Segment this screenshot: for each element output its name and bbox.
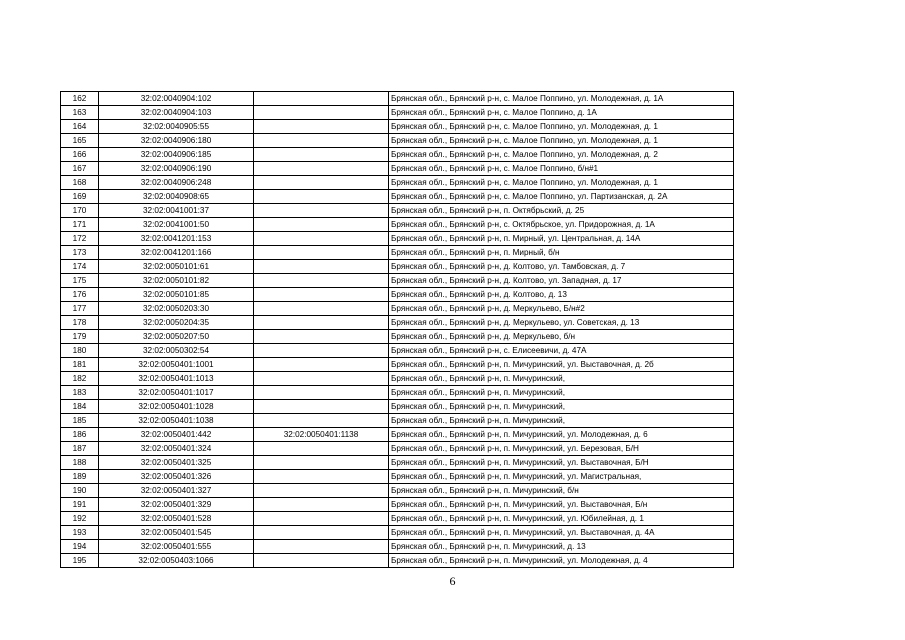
cadastral-number-cell: 32:02:0050204:35 [99,316,254,330]
table-row [61,470,734,484]
address-cell: Брянская обл., Брянский р-н, д. Меркульево, Б/н#2 [389,302,734,316]
address-cell: Брянская обл., Брянский р-н, с. Малое Поппино, ул. Молодежная, д. 2 [389,148,734,162]
previous-number-cell [254,274,389,288]
cadastral-number-cell: 32:02:0041001:50 [99,218,254,232]
address-cell: Брянская обл., Брянский р-н, п. Мичуринский, ул. Выставочная, д. 4А [389,526,734,540]
row-number-cell: 168 [61,176,99,190]
cadastral-number-cell: 32:02:0050401:1038 [99,414,254,428]
row-number-cell: 176 [61,288,99,302]
row-number-cell: 182 [61,372,99,386]
previous-number-cell [254,92,389,106]
table-row [61,204,734,218]
table-row [61,428,734,442]
cadastral-number-cell: 32:02:0050403:1066 [99,554,254,568]
table-row [61,344,734,358]
row-number-cell: 187 [61,442,99,456]
row-number-cell: 194 [61,540,99,554]
cadastral-number-cell: 32:02:0050401:327 [99,484,254,498]
table-row [61,456,734,470]
table-row [61,302,734,316]
previous-number-cell [254,106,389,120]
table-row [61,274,734,288]
row-number-cell: 192 [61,512,99,526]
row-number-cell: 164 [61,120,99,134]
address-cell: Брянская обл., Брянский р-н, п. Мирный, ул. Центральная, д. 14А [389,232,734,246]
table-row [61,386,734,400]
address-cell: Брянская обл., Брянский р-н, п. Мичуринский, [389,414,734,428]
address-cell: Брянская обл., Брянский р-н, п. Мичуринский, ул. Выставочная, д. 2б [389,358,734,372]
address-cell: Брянская обл., Брянский р-н, с. Малое Поппино, ул. Партизанская, д. 2А [389,190,734,204]
address-cell: Брянская обл., Брянский р-н, д. Меркульево, б/н [389,330,734,344]
address-cell: Брянская обл., Брянский р-н, п. Мичуринский, ул. Магистральная, [389,470,734,484]
table-row [61,526,734,540]
previous-number-cell [254,484,389,498]
address-cell: Брянская обл., Брянский р-н, д. Колтово, д. 13 [389,288,734,302]
previous-number-cell [254,470,389,484]
table-row [61,400,734,414]
previous-number-cell [254,372,389,386]
address-cell: Брянская обл., Брянский р-н, п. Мичуринский, ул. Молодежная, д. 4 [389,554,734,568]
address-cell: Брянская обл., Брянский р-н, д. Колтово, ул. Тамбовская, д. 7 [389,260,734,274]
row-number-cell: 181 [61,358,99,372]
address-cell: Брянская обл., Брянский р-н, п. Мичуринский, ул. Выставочная, Б/Н [389,456,734,470]
row-number-cell: 167 [61,162,99,176]
cadastral-number-cell: 32:02:0040906:185 [99,148,254,162]
row-number-cell: 175 [61,274,99,288]
cadastral-number-cell: 32:02:0040905:55 [99,120,254,134]
previous-number-cell [254,414,389,428]
table-row [61,288,734,302]
previous-number-cell [254,526,389,540]
table-body [61,92,734,568]
cadastral-number-cell: 32:02:0040904:102 [99,92,254,106]
address-cell: Брянская обл., Брянский р-н, п. Мичуринский, [389,372,734,386]
table-row [61,316,734,330]
row-number-cell: 186 [61,428,99,442]
cadastral-number-cell: 32:02:0040906:180 [99,134,254,148]
address-cell: Брянская обл., Брянский р-н, п. Мичуринский, [389,400,734,414]
table-row [61,162,734,176]
row-number-cell: 166 [61,148,99,162]
previous-number-cell [254,316,389,330]
address-cell: Брянская обл., Брянский р-н, с. Малое Поппино, ул. Молодежная, д. 1А [389,92,734,106]
address-cell: Брянская обл., Брянский р-н, п. Мичуринский, [389,386,734,400]
row-number-cell: 165 [61,134,99,148]
table-row [61,120,734,134]
table-row [61,330,734,344]
cadastral-number-cell: 32:02:0050401:325 [99,456,254,470]
property-register-table [60,91,734,568]
previous-number-cell [254,344,389,358]
address-cell: Брянская обл., Брянский р-н, п. Мичуринский, ул. Юбилейная, д. 1 [389,512,734,526]
row-number-cell: 162 [61,92,99,106]
table-row [61,232,734,246]
row-number-cell: 174 [61,260,99,274]
row-number-cell: 177 [61,302,99,316]
previous-number-cell [254,540,389,554]
previous-number-cell [254,190,389,204]
previous-number-cell [254,204,389,218]
row-number-cell: 170 [61,204,99,218]
row-number-cell: 188 [61,456,99,470]
cadastral-number-cell: 32:02:0050401:1017 [99,386,254,400]
cadastral-number-cell: 32:02:0041001:37 [99,204,254,218]
cadastral-number-cell: 32:02:0050401:1001 [99,358,254,372]
row-number-cell: 189 [61,470,99,484]
cadastral-number-cell: 32:02:0050401:545 [99,526,254,540]
table-row [61,540,734,554]
row-number-cell: 183 [61,386,99,400]
previous-number-cell [254,512,389,526]
cadastral-number-cell: 32:02:0050101:82 [99,274,254,288]
cadastral-number-cell: 32:02:0050401:442 [99,428,254,442]
table-row [61,442,734,456]
address-cell: Брянская обл., Брянский р-н, с. Малое Поппино, ул. Молодежная, д. 1 [389,176,734,190]
cadastral-number-cell: 32:02:0050401:324 [99,442,254,456]
previous-number-cell: 32:02:0050401:1138 [254,428,389,442]
row-number-cell: 180 [61,344,99,358]
address-cell: Брянская обл., Брянский р-н, п. Мичуринский, ул. Молодежная, д. 6 [389,428,734,442]
previous-number-cell [254,260,389,274]
address-cell: Брянская обл., Брянский р-н, п. Мирный, б/н [389,246,734,260]
page-number: 6 [449,574,456,588]
table-row [61,260,734,274]
table-row [61,358,734,372]
address-cell: Брянская обл., Брянский р-н, с. Малое Поппино, б/н#1 [389,162,734,176]
previous-number-cell [254,134,389,148]
table-row [61,512,734,526]
table-row [61,106,734,120]
table-row [61,176,734,190]
row-number-cell: 172 [61,232,99,246]
previous-number-cell [254,302,389,316]
previous-number-cell [254,498,389,512]
cadastral-number-cell: 32:02:0040906:190 [99,162,254,176]
previous-number-cell [254,120,389,134]
previous-number-cell [254,232,389,246]
address-cell: Брянская обл., Брянский р-н, п. Мичуринский, б/н [389,484,734,498]
row-number-cell: 178 [61,316,99,330]
address-cell: Брянская обл., Брянский р-н, п. Октябрьский, д. 25 [389,204,734,218]
previous-number-cell [254,148,389,162]
previous-number-cell [254,358,389,372]
address-cell: Брянская обл., Брянский р-н, п. Мичуринский, ул. Выставочная, Б/н [389,498,734,512]
cadastral-number-cell: 32:02:0040906:248 [99,176,254,190]
previous-number-cell [254,386,389,400]
cadastral-number-cell: 32:02:0040908:65 [99,190,254,204]
previous-number-cell [254,330,389,344]
previous-number-cell [254,246,389,260]
row-number-cell: 195 [61,554,99,568]
row-number-cell: 169 [61,190,99,204]
table-row [61,190,734,204]
address-cell: Брянская обл., Брянский р-н, с. Малое Поппино, д. 1А [389,106,734,120]
cadastral-number-cell: 32:02:0050401:1013 [99,372,254,386]
cadastral-number-cell: 32:02:0050401:1028 [99,400,254,414]
cadastral-number-cell: 32:02:0050401:329 [99,498,254,512]
table-row [61,554,734,568]
row-number-cell: 185 [61,414,99,428]
row-number-cell: 173 [61,246,99,260]
row-number-cell: 163 [61,106,99,120]
previous-number-cell [254,218,389,232]
cadastral-number-cell: 32:02:0041201:166 [99,246,254,260]
previous-number-cell [254,176,389,190]
cadastral-number-cell: 32:02:0050401:555 [99,540,254,554]
address-cell: Брянская обл., Брянский р-н, д. Колтово, ул. Западная, д. 17 [389,274,734,288]
cadastral-number-cell: 32:02:0050302:54 [99,344,254,358]
table-row [61,134,734,148]
cadastral-number-cell: 32:02:0050101:61 [99,260,254,274]
table-row [61,92,734,106]
cadastral-number-cell: 32:02:0050101:85 [99,288,254,302]
address-cell: Брянская обл., Брянский р-н, с. Малое Поппино, ул. Молодежная, д. 1 [389,134,734,148]
cadastral-number-cell: 32:02:0050401:528 [99,512,254,526]
row-number-cell: 179 [61,330,99,344]
row-number-cell: 190 [61,484,99,498]
table-row [61,414,734,428]
table-row [61,498,734,512]
address-cell: Брянская обл., Брянский р-н, с. Малое Поппино, ул. Молодежная, д. 1 [389,120,734,134]
cadastral-number-cell: 32:02:0050401:326 [99,470,254,484]
previous-number-cell [254,456,389,470]
address-cell: Брянская обл., Брянский р-н, д. Меркульево, ул. Советская, д. 13 [389,316,734,330]
row-number-cell: 184 [61,400,99,414]
address-cell: Брянская обл., Брянский р-н, с. Октябрьское, ул. Придорожная, д. 1А [389,218,734,232]
cadastral-number-cell: 32:02:0041201:153 [99,232,254,246]
previous-number-cell [254,442,389,456]
table-row [61,246,734,260]
row-number-cell: 193 [61,526,99,540]
row-number-cell: 191 [61,498,99,512]
cadastral-number-cell: 32:02:0040904:103 [99,106,254,120]
previous-number-cell [254,288,389,302]
address-cell: Брянская обл., Брянский р-н, п. Мичуринский, д. 13 [389,540,734,554]
row-number-cell: 171 [61,218,99,232]
cadastral-number-cell: 32:02:0050207:50 [99,330,254,344]
table-row [61,148,734,162]
address-cell: Брянская обл., Брянский р-н, п. Мичуринский, ул. Березовая, Б/Н [389,442,734,456]
table-row [61,218,734,232]
previous-number-cell [254,162,389,176]
address-cell: Брянская обл., Брянский р-н, с. Елисеевичи, д. 47А [389,344,734,358]
previous-number-cell [254,400,389,414]
previous-number-cell [254,554,389,568]
table-row [61,484,734,498]
table-row [61,372,734,386]
cadastral-number-cell: 32:02:0050203:30 [99,302,254,316]
